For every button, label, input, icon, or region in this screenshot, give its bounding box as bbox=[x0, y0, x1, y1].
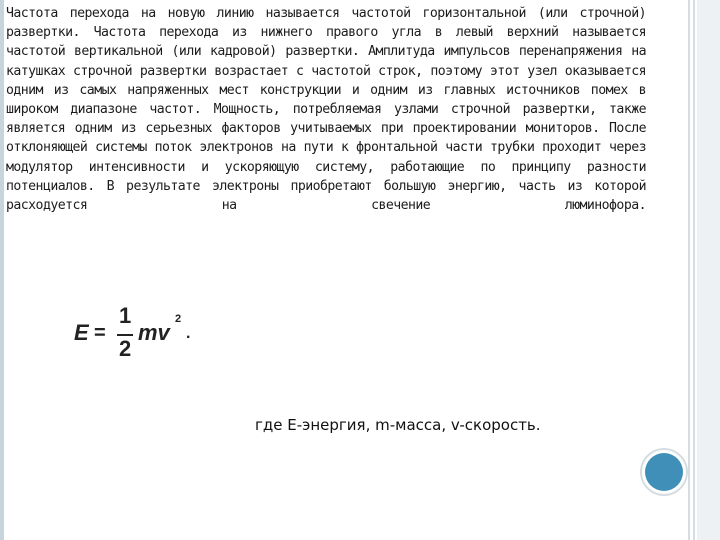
body-paragraph: Частота перехода на новую линию называется частотой горизонтальной (или строчной) развертки. Частота перехода из нижнего правого угла в левый верхний называется частотой вертикальной (или кадровой) развертки. Амплитуда импульсов перенапряжения на катушках строчной развертки возрастает с частотой строк, поэтому этот узел оказывается одним из самых напряженных мест конструкции и одним из главных источников помех в широком диапазоне частот. Мощность, потребляемая узлами строчной развертки, также является одним из серьезных факторов учитываемых при проектировании мониторов. После отклоняющей системы поток электронов на пути к фронтальной части трубки проходит через модулятор интенсивности и ускоряющую систему, работающие по принципу разности потенциалов. В результате электроны приобретают большую энергию, часть из которой расходуется на свечение люминофора. bbox=[6, 6, 646, 214]
formula-equals: = bbox=[94, 322, 106, 344]
formula-lhs: E bbox=[74, 320, 89, 345]
right-border-line bbox=[688, 0, 690, 540]
formula-exponent: 2 bbox=[175, 313, 182, 325]
decorative-circle-fill bbox=[645, 453, 683, 491]
formula-denominator: 2 bbox=[119, 336, 132, 361]
right-border-line-inner bbox=[693, 0, 695, 540]
decorative-circle-icon bbox=[640, 448, 688, 496]
formula-period: . bbox=[186, 325, 191, 342]
energy-formula bbox=[70, 305, 200, 375]
right-border-band bbox=[697, 0, 720, 540]
formula-term: mv bbox=[138, 320, 170, 345]
left-border-bar bbox=[0, 0, 4, 540]
formula-numerator: 1 bbox=[119, 303, 132, 328]
formula-caption: где E-энергия, m-масса, v-скорость. bbox=[255, 416, 541, 434]
